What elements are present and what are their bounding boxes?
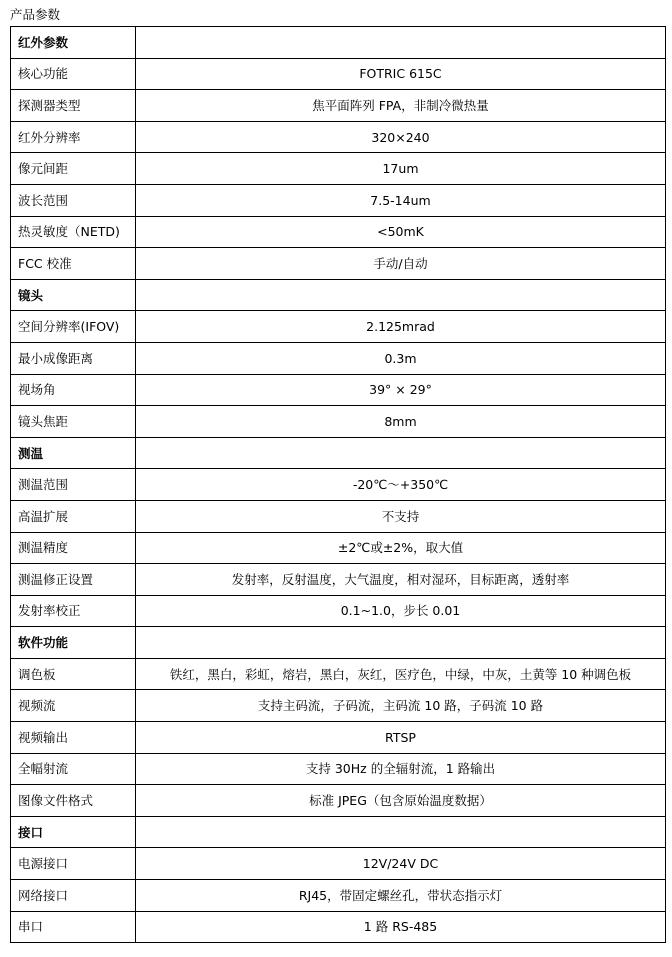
param-value: 17um bbox=[136, 153, 666, 185]
section-title: 镜头 bbox=[11, 279, 136, 311]
param-value: 0.3m bbox=[136, 342, 666, 374]
param-value: 不支持 bbox=[136, 500, 666, 532]
param-label: 发射率校正 bbox=[11, 595, 136, 627]
section-header-row bbox=[11, 437, 666, 469]
table-row bbox=[11, 248, 666, 280]
param-label: 视场角 bbox=[11, 374, 136, 406]
table-row bbox=[11, 911, 666, 943]
param-value: 12V/24V DC bbox=[136, 848, 666, 880]
param-label: 串口 bbox=[11, 911, 136, 943]
table-row bbox=[11, 722, 666, 754]
param-label: 测温精度 bbox=[11, 532, 136, 564]
param-label: 高温扩展 bbox=[11, 500, 136, 532]
param-value: 焦平面阵列 FPA，非制冷微热量 bbox=[136, 90, 666, 122]
param-label: 最小成像距离 bbox=[11, 342, 136, 374]
param-label: 网络接口 bbox=[11, 880, 136, 912]
param-label: 视频输出 bbox=[11, 722, 136, 754]
table-row bbox=[11, 374, 666, 406]
section-title: 红外参数 bbox=[11, 27, 136, 59]
table-row bbox=[11, 532, 666, 564]
param-label: 调色板 bbox=[11, 658, 136, 690]
param-value: 2.125mrad bbox=[136, 311, 666, 343]
param-label: 空间分辨率(IFOV) bbox=[11, 311, 136, 343]
param-value: 8mm bbox=[136, 406, 666, 438]
param-value: 7.5-14um bbox=[136, 184, 666, 216]
param-label: 电源接口 bbox=[11, 848, 136, 880]
document-caption: 产品参数 bbox=[10, 7, 61, 22]
param-value: 320×240 bbox=[136, 121, 666, 153]
param-label: 核心功能 bbox=[11, 58, 136, 90]
table-row bbox=[11, 658, 666, 690]
table-row bbox=[11, 785, 666, 817]
section-title: 软件功能 bbox=[11, 627, 136, 659]
section-value-empty bbox=[136, 816, 666, 848]
table-row bbox=[11, 469, 666, 501]
table-row bbox=[11, 121, 666, 153]
table-row bbox=[11, 58, 666, 90]
table-row bbox=[11, 595, 666, 627]
section-value-empty bbox=[136, 437, 666, 469]
section-title: 接口 bbox=[11, 816, 136, 848]
param-label: 镜头焦距 bbox=[11, 406, 136, 438]
param-label: 测温范围 bbox=[11, 469, 136, 501]
table-row bbox=[11, 406, 666, 438]
param-label: 全幅射流 bbox=[11, 753, 136, 785]
param-value: 39° × 29° bbox=[136, 374, 666, 406]
section-header-row bbox=[11, 279, 666, 311]
table-row bbox=[11, 753, 666, 785]
table-row bbox=[11, 153, 666, 185]
table-row bbox=[11, 500, 666, 532]
table-row bbox=[11, 848, 666, 880]
param-value: 发射率，反射温度，大气温度，相对湿环，目标距离，透射率 bbox=[136, 564, 666, 596]
section-header-row bbox=[11, 816, 666, 848]
param-value: 铁红，黑白，彩虹，熔岩，黑白，灰红，医疗色，中绿，中灰，土黄等 10 种调色板 bbox=[136, 658, 666, 690]
param-value: ±2℃或±2%，取大值 bbox=[136, 532, 666, 564]
param-value: 0.1~1.0，步长 0.01 bbox=[136, 595, 666, 627]
param-label: 探测器类型 bbox=[11, 90, 136, 122]
table-row bbox=[11, 690, 666, 722]
param-value: 支持主码流，子码流，主码流 10 路，子码流 10 路 bbox=[136, 690, 666, 722]
section-header-row bbox=[11, 627, 666, 659]
param-label: 图像文件格式 bbox=[11, 785, 136, 817]
param-value: 手动/自动 bbox=[136, 248, 666, 280]
param-value: RJ45，带固定螺丝孔，带状态指示灯 bbox=[136, 880, 666, 912]
param-value: 1 路 RS-485 bbox=[136, 911, 666, 943]
param-label: FCC 校准 bbox=[11, 248, 136, 280]
param-value: <50mK bbox=[136, 216, 666, 248]
table-row bbox=[11, 311, 666, 343]
section-header-row bbox=[11, 27, 666, 59]
table-row bbox=[11, 184, 666, 216]
table-row bbox=[11, 880, 666, 912]
table-row bbox=[11, 564, 666, 596]
table-row bbox=[11, 216, 666, 248]
param-label: 热灵敏度（NETD) bbox=[11, 216, 136, 248]
table-row bbox=[11, 90, 666, 122]
section-value-empty bbox=[136, 627, 666, 659]
param-value: 支持 30Hz 的全辐射流，1 路输出 bbox=[136, 753, 666, 785]
param-value: RTSP bbox=[136, 722, 666, 754]
param-label: 像元间距 bbox=[11, 153, 136, 185]
product-spec-table bbox=[10, 26, 666, 943]
section-value-empty bbox=[136, 27, 666, 59]
section-value-empty bbox=[136, 279, 666, 311]
param-label: 波长范围 bbox=[11, 184, 136, 216]
param-label: 视频流 bbox=[11, 690, 136, 722]
table-row bbox=[11, 342, 666, 374]
section-title: 测温 bbox=[11, 437, 136, 469]
param-label: 红外分辨率 bbox=[11, 121, 136, 153]
param-label: 测温修正设置 bbox=[11, 564, 136, 596]
param-value: 标准 JPEG（包含原始温度数据） bbox=[136, 785, 666, 817]
param-value: -20℃～+350℃ bbox=[136, 469, 666, 501]
param-value: FOTRIC 615C bbox=[136, 58, 666, 90]
